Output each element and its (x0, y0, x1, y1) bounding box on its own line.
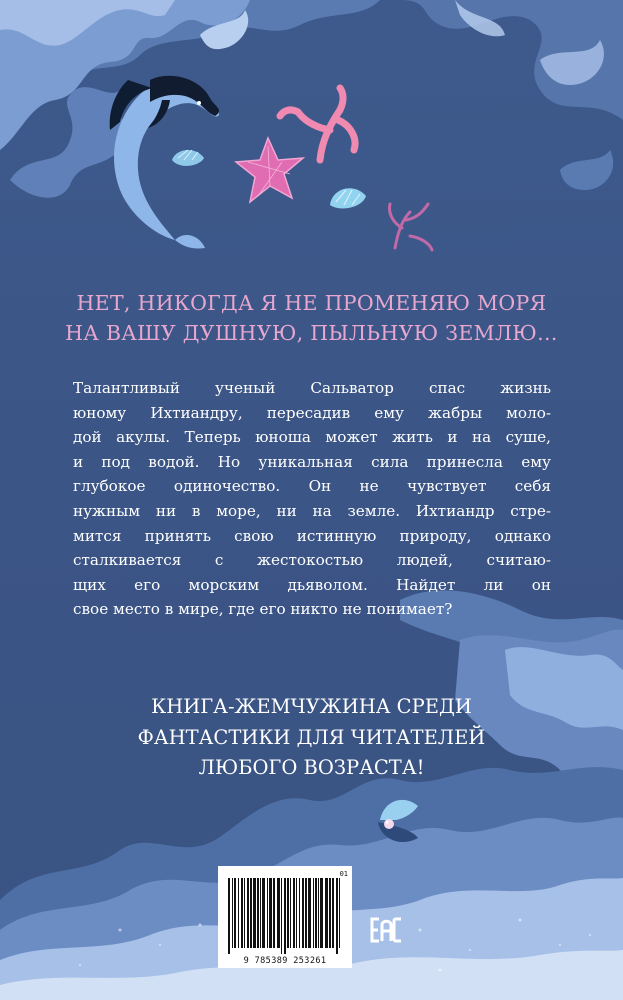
starfish-icon (236, 138, 303, 202)
description-line: дой акулы. Теперь юноша может жить и на суше, (73, 428, 551, 447)
quote-heading (30, 288, 593, 348)
tagline (30, 692, 593, 784)
description-line: мится принять свою истинную природу, однако (73, 526, 551, 545)
isbn-barcode (218, 866, 352, 968)
description-line: щих его морским дьяволом. Найдет ли он (73, 575, 551, 594)
tagline-line: ЛЮБОГО ВОЗРАСТА! (198, 756, 425, 779)
description-line: и под водой. Но уникальная сила принесла ему (73, 452, 551, 471)
description-line: свое место в мире, где его никто не понимает? (73, 600, 453, 619)
barcode-digits: 9 785389 253261 (243, 956, 327, 966)
description-line: глубокое одиночество. Он не чувствует себя (73, 477, 551, 496)
quote-line: НЕТ, НИКОГДА Я НЕ ПРОМЕНЯЮ МОРЯ (76, 291, 547, 315)
barcode-bars (218, 866, 352, 968)
tagline-line: ФАНТАСТИКИ ДЛЯ ЧИТАТЕЛЕЙ (137, 725, 486, 749)
coral-icon (280, 88, 355, 160)
tagline-line: КНИГА-ЖЕМЧУЖИНА СРЕДИ (151, 695, 472, 718)
barcode-addon: 01 (339, 870, 348, 878)
quote-line: НА ВАШУ ДУШНУЮ, ПЫЛЬНУЮ ЗЕМЛЮ… (65, 321, 558, 345)
description-line: юному Ихтиандру, пересадив ему жабры моло- (73, 403, 551, 422)
eac-mark-icon (370, 916, 402, 944)
description-line: нужным ни в море, ни на земле. Ихтиандр стре- (73, 501, 551, 520)
description-line: Талантливый ученый Сальватор спас жизнь (73, 379, 551, 397)
description-text (73, 376, 551, 622)
dolphin-icon (110, 76, 219, 249)
description-line: сталкивается с жестокостью людей, считаю- (73, 551, 551, 570)
